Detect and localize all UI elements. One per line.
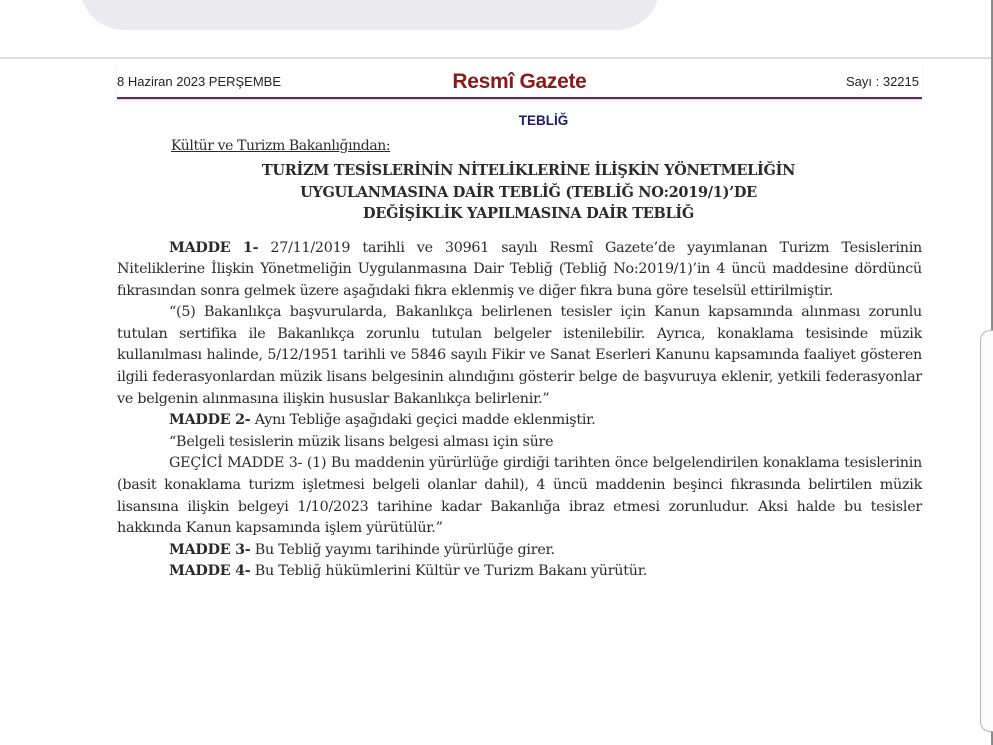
document-body <box>117 238 922 584</box>
article-3 <box>117 540 922 562</box>
issuing-authority: Kültür ve Turizm Bakanlığından: <box>171 138 391 154</box>
article-1-paragraph-5 <box>117 302 922 410</box>
article-text: “(5) Bakanlıkça başvurularda, Bakanlıkça belirlenen tesisler için Kanun kapsamında alınması zorunlu tutulan sertifika ile Bakanlıkça zorunlu tutulan belgeler istenilebilir. Ayrıca, konaklama tesisinde müzik kullanılması halinde, 5/12/1951 tarihli ve 5846 sayılı Fikir ve Sanat Eserleri Kanunu kapsamında faaliyet gösteren ilgili federasyonlardan müzik lisans belgesinin alındığını gösterir belge de başvuruya eklenir, yetkili federasyonlar ve belgenin alınmasına ilişkin hususlar Bakanlıkça belirlenir.” <box>117 304 922 407</box>
article-4 <box>117 561 922 583</box>
document-title-line: UYGULANMASINA DAİR TEBLİĞ (TEBLİĞ NO:2019/1)’DE <box>300 183 757 201</box>
section-label: TEBLİĞ <box>518 113 569 128</box>
article-label: MADDE 1- <box>169 239 259 256</box>
article-label: MADDE 2- <box>169 412 251 429</box>
article-text: Aynı Tebliğe aşağıdaki geçici madde eklenmiştir. <box>250 412 596 429</box>
article-label: MADDE 3- <box>169 541 251 558</box>
temporary-article-3 <box>117 453 922 539</box>
article-label: MADDE 4- <box>169 563 251 580</box>
article-text: GEÇİCİ MADDE 3- (1) Bu maddenin yürürlüğe girdiği tarihten önce belgelendirilen konaklama tesislerinin (basit konaklama turizm işletmesi belgeli olanlar dahil), 4 üncü maddenin beşinci fıkrasında belirtilen müzik lisansına ilişkin belgeyi 1/10/2023 tarihine kadar Bakanlığa ibraz etmesi zorunludur. Aksi halde bu tesisler hakkında Kanun kapsamında işlem yürütülür.” <box>117 455 922 537</box>
side-panel-handle[interactable] <box>980 330 993 732</box>
document-page <box>117 60 922 583</box>
article-text: 27/11/2019 tarihli ve 30961 sayılı Resmî Gazete’de yayımlanan Turizm Tesislerinin Niteliklerine İlişkin Yönetmeliğin Uygulanmasına Dair Tebliğ (Tebliğ No:2019/1)’in 4 üncü maddesine dördüncü fıkrasından sonra gelmek üzere aşağıdaki fıkra eklenmiş ve diğer fıkra buna göre teselsül ettirilmiştir. <box>117 239 922 299</box>
issue-number: Sayı : 32215 <box>846 74 919 89</box>
gazette-header <box>117 60 922 99</box>
article-1 <box>117 238 922 303</box>
gazette-title: Resmî Gazete <box>452 70 587 93</box>
article-text: “Belgeli tesislerin müzik lisans belgesi alması için süre <box>169 433 554 450</box>
document-title <box>117 160 922 225</box>
document-title-line: TURİZM TESİSLERİNİN NİTELİKLERİNE İLİŞKİN YÖNETMELİĞİN <box>261 162 796 179</box>
top-divider <box>0 57 993 59</box>
temporary-article-heading <box>117 432 922 454</box>
article-text: Bu Tebliğ yayımı tarihinde yürürlüğe girer. <box>250 541 555 558</box>
top-toolbar-shape <box>80 0 660 30</box>
article-text: Bu Tebliğ hükümlerini Kültür ve Turizm Bakanı yürütür. <box>250 563 648 580</box>
document-title-line: DEĞİŞİKLİK YAPILMASINA DAİR TEBLİĞ <box>363 205 694 222</box>
publication-date: 8 Haziran 2023 PERŞEMBE <box>117 74 282 89</box>
article-2 <box>117 410 922 432</box>
